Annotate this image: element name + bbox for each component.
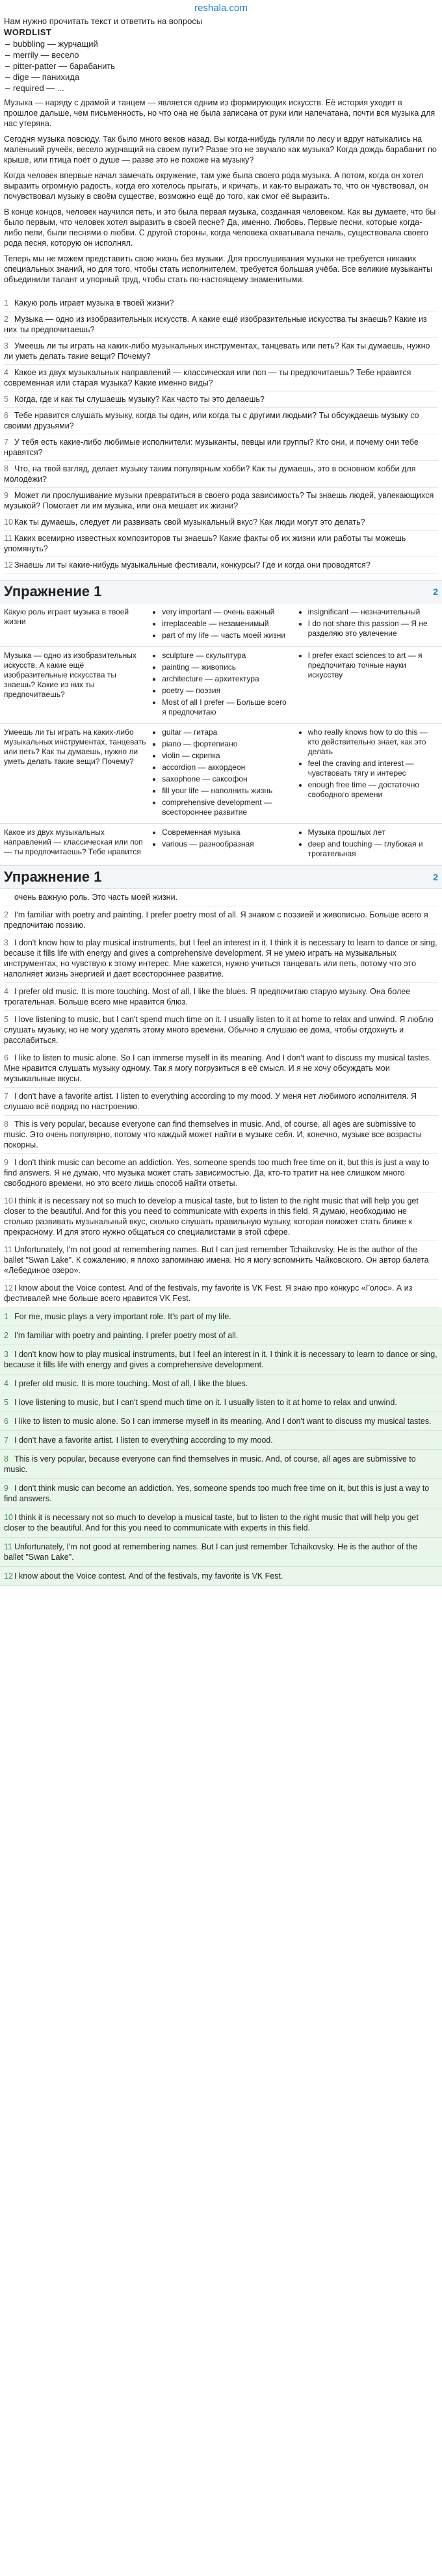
answer-text: I love listening to music, but I can't spend much time on it. I usually listen to it at home to relax and unwind. Я люблю слушать музыку, но не могу уделять этому много времени. Обычно я слушаю ее дома, чтобы отдохнуть и расслабиться. (4, 1015, 434, 1045)
answer-item (4, 1049, 438, 1088)
question-number: 4 (4, 368, 8, 377)
answer-item (0, 1326, 442, 1345)
answer-number: 8 (4, 1454, 8, 1464)
answer-number: 5 (4, 1015, 8, 1024)
answer-number: 4 (4, 987, 8, 996)
question-item (4, 408, 438, 434)
answer-text: This is very popular, because everyone can find themselves in music. And, of course, all ages are submissive to music. Это очень популярно, потому что каждый может найти в музыке себя. И, конечно, музыке все возрасты покорны. (4, 1120, 422, 1150)
exercise-header (0, 580, 442, 603)
question-number: 10 (4, 518, 13, 527)
answer-number: 1 (4, 1312, 8, 1321)
vocab-item: • enough free time — достаточно свободного времени (308, 780, 438, 800)
vocab-item: • deep and touching — глубокая и трогательная (308, 839, 438, 859)
vocab-item: • fill your life — наполнить жизнь (162, 786, 292, 796)
answer-number: 3 (4, 1350, 8, 1359)
wordlist-item: – merrily — весело (4, 49, 438, 60)
answer-number: 8 (4, 1120, 8, 1129)
question-item (4, 338, 438, 365)
question-item (4, 391, 438, 408)
answer-number: 5 (4, 1398, 8, 1407)
answer-number: 9 (4, 1484, 8, 1493)
vocab-item: • poetry — поэзия (162, 686, 292, 696)
text-paragraph: Теперь мы не можем представить свою жизнь без музыки. Для прослушивания музыки не требуется никаких специальных знаний, но для того, чтобы стать исполнителем, требуется большая учёба. Все великие музыканты объединили талант и упорный труд, чтобы стать по-настоящему знаменитыми. (4, 254, 433, 284)
answer-number: 11 (4, 1245, 12, 1254)
wordlist-item: – required — ... (4, 83, 438, 94)
vocab-item: • I prefer exact sciences to art — я предпочитаю точные науки искусству (308, 651, 438, 680)
table-row (0, 603, 442, 647)
question-number: 5 (4, 395, 8, 404)
answer-text: I like to listen to music alone. So I can immerse myself in its meaning. And I don't want to discuss my musical tastes. (14, 1417, 432, 1426)
vocab-item: • sculpture — скульптура (162, 651, 292, 661)
question-item (4, 557, 438, 573)
question-item (4, 365, 438, 391)
question-list (0, 295, 442, 573)
question-number: 1 (4, 298, 8, 308)
answers-russian-list (0, 889, 442, 1308)
question-text: Может ли прослушивание музыки превратиться в своего рода зависимость? Ты знаешь людей, увлекающихся музыкой? Помогает ли им музыка, или она мешает их жизни? (4, 491, 434, 510)
answer-item (0, 1374, 442, 1393)
answer-item (4, 1192, 438, 1241)
table-question-cell: Какую роль играет музыка в твоей жизни (0, 603, 150, 647)
exercise-title: Упражнение 1 (4, 869, 102, 885)
exercise-badge[interactable]: 2 (433, 586, 438, 597)
question-text: Знаешь ли ты какие-нибудь музыкальные фестивали, конкурсы? Где и когда они проводятся? (14, 560, 370, 570)
vocab-item: • very important — очень важный (162, 607, 292, 617)
answer-text: I love listening to music, but I can't spend much time on it. I usually listen to it at home to relax and unwind. (14, 1398, 397, 1407)
answer-number: 10 (4, 1513, 13, 1522)
answer-item (0, 1431, 442, 1450)
question-text: Каких всемирно известных композиторов ты знаешь? Какие факты об их жизни или работы ты можешь упомянуть? (4, 534, 406, 553)
vocab-item: • saxophone — саксофон (162, 774, 292, 784)
table-vocab-cell (296, 724, 442, 824)
answer-text: I think it is necessary not so much to develop a musical taste, but to listen to the right music that will help you get closer to the beautiful. And for this you need to communicate with experts in this field. (4, 1513, 419, 1532)
answer-item (4, 889, 438, 906)
table-question-cell: Какое из двух музыкальных направлений — классическая или поп — ты предпочитаешь? Тебе нравится (0, 824, 150, 865)
answer-number: 2 (4, 910, 8, 919)
answer-number: 10 (4, 1196, 13, 1205)
vocab-item: • accordion — аккордеон (162, 763, 292, 772)
table-vocab-cell (296, 603, 442, 647)
question-item (4, 311, 438, 338)
question-text: Музыка — одно из изобразительных искусств. А какие ещё изобразительные искусства ты знаешь? Какие из них ты предпочитаешь? (4, 315, 427, 334)
answer-text: Unfortunately, I'm not good at remembering names. But I can just remember Tchaikovsky. He is the author of the ballet "Swan Lake". К сожалению, я плохо запоминаю имена. Но я могу вспомнить Чайковского. Он автор балета «Лебединое озеро». (4, 1245, 429, 1275)
question-item (4, 295, 438, 311)
answer-item (4, 1088, 438, 1116)
vocab-item: • irreplaceable — незаменимый (162, 619, 292, 629)
question-number: 8 (4, 464, 8, 473)
answer-text: I don't have a favorite artist. I listen to everything according to my mood. У меня нет любимого исполнителя. Я слушаю всё подряд по настроению. (4, 1092, 417, 1111)
answer-item (0, 1345, 442, 1374)
answer-item (4, 1011, 438, 1049)
exercise-table (0, 603, 442, 865)
vocab-item: • comprehensive development — всестороннее развитие (162, 798, 292, 817)
question-text: Тебе нравится слушать музыку, когда ты один, или когда ты с другими людьми? Ты обсуждаешь музыку со своими друзьями? (4, 411, 419, 430)
answer-item (0, 1450, 442, 1479)
question-number: 3 (4, 341, 8, 350)
table-question-cell: Умеешь ли ты играть на каких-либо музыкальных инструментах, танцевать или петь? Как ты думаешь, нужно ли уметь делать такие вещи? Почему? (0, 724, 150, 824)
answer-text: очень важную роль. Это часть моей жизни. (14, 893, 178, 902)
vocab-item: • violin — скрипка (162, 751, 292, 761)
vocab-item: • guitar — гитара (162, 728, 292, 737)
answer-number: 3 (4, 938, 8, 947)
answer-text: I know about the Voice contest. And of the festivals, my favorite is VK Fest. (14, 1571, 283, 1581)
intro-text: Нам нужно прочитать текст и ответить на вопросы (4, 16, 203, 26)
answer-number: 11 (4, 1542, 12, 1551)
table-vocab-cell (150, 724, 296, 824)
site-header[interactable] (0, 0, 442, 15)
answer-item (4, 1116, 438, 1154)
answer-number: 9 (4, 1158, 8, 1167)
question-text: Когда, где и как ты слушаешь музыку? Как часто ты это делаешь? (14, 395, 265, 404)
vocab-item: • Современная музыка (162, 828, 292, 837)
answer-text: I know about the Voice contest. And of the festivals, my favorite is VK Fest. Я знаю про конкурс «Голос». А из фестивалей мне больше всего нравится VK Fest. (4, 1283, 413, 1303)
question-number: 2 (4, 315, 8, 324)
question-number: 12 (4, 560, 13, 570)
vocab-item: • I do not share this passion — Я не разделяю это увлечение (308, 619, 438, 638)
vocab-item: • painting — живопись (162, 663, 292, 672)
table-vocab-cell (296, 647, 442, 724)
table-row (0, 647, 442, 724)
answer-text: I prefer old music. It is more touching. Most of all, I like the blues. (14, 1379, 248, 1388)
answer-number: 7 (4, 1436, 8, 1445)
answer-text: I like to listen to music alone. So I can immerse myself in its meaning. And I don't want to discuss my musical tastes. Мне нравится слушать музыку одному. Так я могу погрузиться в её смысл. И я не хочу обсуждать мои музыкальные вкусы. (4, 1053, 432, 1083)
answer-item (4, 1280, 438, 1308)
exercise-badge[interactable]: 2 (433, 872, 438, 882)
table-vocab-cell (150, 603, 296, 647)
vocab-item: • insignificant — незначительный (308, 607, 438, 617)
text-paragraph: В конце концов, человек научился петь, и это была первая музыка, созданная человеком. Как вы думаете, что бы было первым, что человек хотел выразить в своей песне? Да, именно. Любовь. Первые песни, которые когда-либо пели, были песнями о любви. С другой стороны, когда человека охватывала печаль, существовала своего рода песня, которую он исполнял. (4, 207, 436, 248)
wordlist-item: – pitter-patter — барабанить (4, 60, 438, 72)
question-item (4, 434, 438, 461)
reading-text (0, 96, 442, 291)
answer-item (0, 1508, 442, 1538)
answer-number: 12 (4, 1283, 13, 1293)
site-name[interactable]: reshala.com (194, 3, 248, 14)
vocab-item: • who really knows how to do this — кто действительно знает, как это делать (308, 728, 438, 757)
answer-text: I don't know how to play musical instruments, but I feel an interest in it. I think it is necessary to learn to dance or sing, because it fills life with energy and gives a comprehensive development. (4, 1350, 437, 1369)
vocab-item: • various — разнообразная (162, 839, 292, 849)
answer-item (0, 1393, 442, 1412)
vocab-item: • piano — фортепиано (162, 739, 292, 749)
answer-text: Unfortunately, I'm not good at remembering names. But I can just remember Tchaikovsky. He is the author of the ballet "Swan Lake". (4, 1542, 418, 1562)
question-item (4, 531, 438, 557)
wordlist (0, 38, 442, 94)
table-question-cell: Музыка — одно из изобразительных искусств. А какие ещё изобразительные искусства ты знаешь? Какие из них ты предпочитаешь? (0, 647, 150, 724)
answer-number: 6 (4, 1417, 8, 1426)
answer-text: I'm familiar with poetry and painting. I prefer poetry most of all. Я знаком с поэзией и живописью. Больше всего я предпочитаю поэзию. (4, 910, 428, 930)
answer-item (0, 1308, 442, 1326)
answer-number: 6 (4, 1053, 8, 1062)
answers-english-list (0, 1308, 442, 1586)
question-item (4, 488, 438, 514)
answer-item (4, 934, 438, 983)
question-text: Какую роль играет музыка в твоей жизни? (14, 298, 174, 308)
question-number: 7 (4, 438, 8, 447)
question-item (4, 514, 438, 531)
wordlist-title: WORDLIST (4, 27, 52, 37)
answer-item (4, 1154, 438, 1192)
answer-item (0, 1412, 442, 1431)
exercise-title: Упражнение 1 (4, 583, 102, 599)
wordlist-item: – bubbling — журчащий (4, 38, 438, 49)
question-number: 9 (4, 491, 8, 500)
answer-item (4, 906, 438, 934)
text-paragraph: Когда человек впервые начал замечать окружение, там уже была своего рода музыка. А потом, когда он хотел выразить огромную радость, когда его хотелось прыгать, и кричать, и как-то выражать то, что он чувствовал, он почувствовал музыку в своём существе, возможно ещё до того, как смог её выразить. (4, 171, 428, 201)
answer-item (0, 1567, 442, 1586)
answer-item (4, 1241, 438, 1280)
answer-number: 4 (4, 1379, 8, 1388)
table-row (0, 724, 442, 824)
text-paragraph: Сегодня музыка повсюду. Так было много веков назад. Вы когда-нибудь гуляли по лесу и вдруг натыкались на маленький ручеёк, весело журчащий на своем пути? Разве это не звучало как музыка? Когда дождь барабанит по крыше, или птица поёт о душе — разве это не похоже на музыку? (4, 135, 437, 164)
answer-number: 12 (4, 1571, 13, 1581)
table-row (0, 824, 442, 865)
answer-text: For me, music plays a very important role. It's part of my life. (14, 1312, 231, 1321)
answer-item (0, 1538, 442, 1567)
answer-item (0, 1479, 442, 1508)
vocab-item: • feel the craving and interest — чувствовать тягу и интерес (308, 759, 438, 778)
question-item (4, 461, 438, 488)
vocab-item: • Музыка прошлых лет (308, 828, 438, 837)
answer-text: I prefer old music. It is more touching. Most of all, I like the blues. Я предпочитаю старую музыку. Она более трогательная. Больше всего мне нравится блюз. (4, 987, 411, 1006)
answer-text: This is very popular, because everyone can find themselves in music. And, of course, all ages are submissive to music. (4, 1454, 416, 1474)
table-vocab-cell (296, 824, 442, 865)
answer-text: I think it is necessary not so much to develop a musical taste, but to listen to the right music that will help you get closer to the beautiful. And for this you need to communicate with experts in this field. Я думаю, необходимо не столько развивать музыкальный вкус, сколько слушать правильную музыку, которая поможет стать ближе к прекрасному. И для этого нужно общаться со специалистами в этой сфере. (4, 1196, 419, 1237)
question-text: Умеешь ли ты играть на каких-либо музыкальных инструментах, танцевать или петь? Как ты думаешь, нужно ли уметь делать такие вещи? Почему? (4, 341, 430, 361)
question-text: Какое из двух музыкальных направлений — классическая или поп — ты предпочитаешь? Тебе нравится современная или старая музыка? Какие именно виды? (4, 368, 411, 388)
table-vocab-cell (150, 647, 296, 724)
vocab-item: • Most of all I prefer — Больше всего я предпочитаю (162, 698, 292, 717)
answer-text: I don't think music can become an addiction. Yes, someone spends too much free time on it, but this is just a way to find answers. Я не думаю, что музыка может стать зависимостью. Да, кто-то тратит на нее слишком много свободного времени, но это всего лишь способ найти ответы. (4, 1158, 430, 1188)
answer-text: I don't have a favorite artist. I listen to everything according to my mood. (14, 1436, 273, 1445)
answer-text: I'm familiar with poetry and painting. I prefer poetry most of all. (14, 1331, 239, 1340)
question-text: Что, на твой взгляд, делает музыку таким популярным хобби? Как ты думаешь, это в основном хобби для молодёжи? (4, 464, 416, 484)
vocab-item: • part of my life — часть моей жизни (162, 631, 292, 640)
answer-text: I don't think music can become an addiction. Yes, someone spends too much free time on it, but this is just a way to find answers. (4, 1484, 430, 1503)
question-number: 11 (4, 534, 12, 543)
answer-item (4, 983, 438, 1011)
question-number: 6 (4, 411, 8, 420)
question-text: У тебя есть какие-либо любимые исполнители: музыканты, певцы или группы? Кто они, и почему они тебе нравятся? (4, 438, 419, 457)
wordlist-item: – dige — панихида (4, 72, 438, 83)
answer-number: 7 (4, 1092, 8, 1101)
vocab-item: • architecture — архитектура (162, 674, 292, 684)
text-paragraph: Музыка — наряду с драмой и танцем — является одним из формирующих искусств. Её история уходит в прошлое дальше, чем письменность, но что она не была записана от руки или напечатана, почти вся музыка для нас утеряна. (4, 98, 436, 128)
table-vocab-cell (150, 824, 296, 865)
answer-number: 2 (4, 1331, 8, 1340)
exercise-header (0, 865, 442, 889)
question-text: Как ты думаешь, следует ли развивать свой музыкальный вкус? Как люди могут это делать? (14, 518, 365, 527)
answer-text: I don't know how to play musical instruments, but I feel an interest in it. I think it is necessary to learn to dance or sing, because it fills life with energy and gives a comprehensive development. Я не умею играть на музыкальных инструментах, но чувствую к этому интерес. Мне кажется, нужно учиться танцевать или петь, потому что это наполняет жизнь энергией и дает всестороннее развитие. (4, 938, 437, 979)
